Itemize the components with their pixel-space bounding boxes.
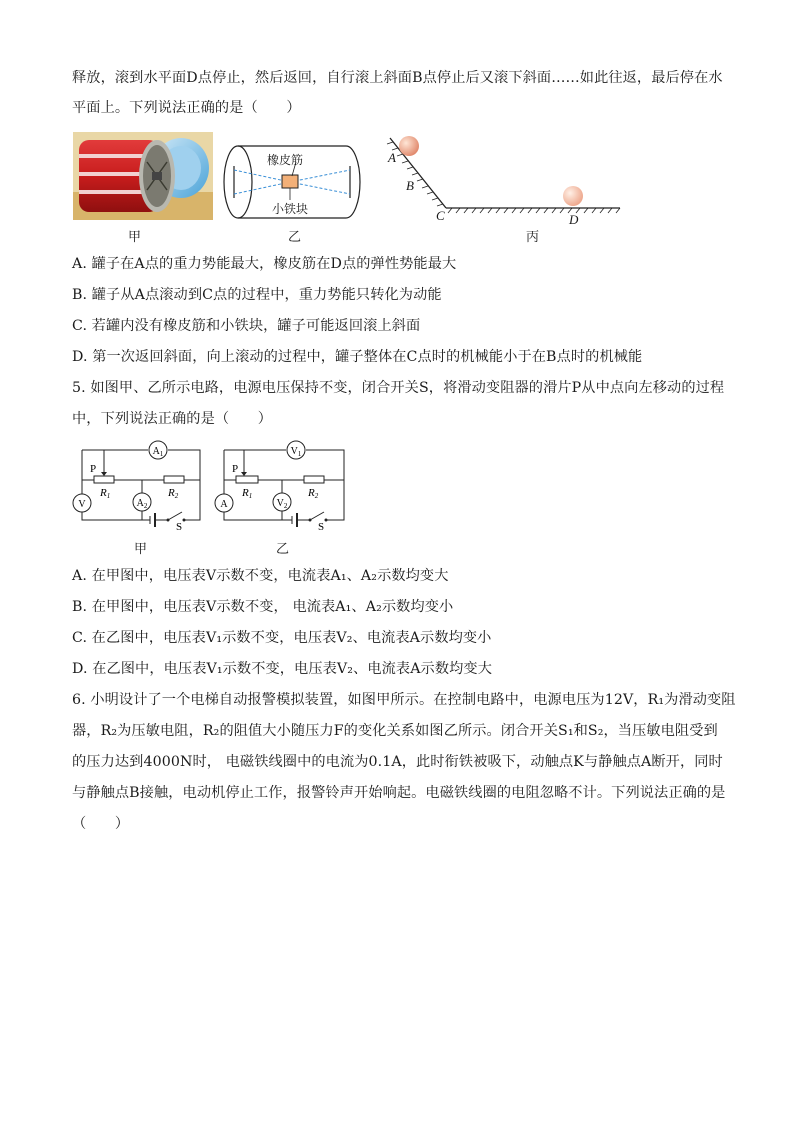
q4-option-c: C. 若罐内没有橡皮筋和小铁块，罐子可能返回滚上斜面 — [72, 318, 421, 334]
point-b-label: B — [406, 178, 414, 193]
q6-stem-line3: 的压力达到4000N时， 电磁铁线圈中的电流为0.1A，此时衔铁被吸下，动触点K与静触点A断开，同时 — [72, 754, 723, 770]
label-iron-block: 小铁块 — [272, 202, 309, 216]
svg-text:S: S — [318, 521, 325, 533]
figure-jia-caption: 甲 — [128, 230, 142, 245]
ball-at-a — [399, 136, 419, 156]
q4-option-b: B. 罐子从A点滚动到C点的过程中，重力势能只转化为动能 — [72, 287, 442, 303]
circuit-jia — [72, 438, 204, 534]
svg-text:A2: $A_2$ — [136, 498, 148, 510]
svg-text:R1: R1 — [242, 487, 253, 500]
q4-option-d: D. 第一次返回斜面，向上滚动的过程中，罐子整体在C点时的机械能小于在B点时的机械能 — [72, 349, 643, 365]
label-rubber-band: 橡皮筋 — [267, 153, 304, 167]
svg-text:R1: R1 — [100, 487, 111, 500]
svg-text:A1: $A_1$ — [152, 446, 164, 458]
q4-intro-line1: 释放，滚到水平面D点停止，然后返回，自行滚上斜面B点停止后又滚下斜面……如此往返，最后停在水 — [72, 70, 723, 86]
svg-text:R2: R2 — [308, 487, 319, 500]
svg-text:P: P — [232, 463, 239, 475]
svg-text:A: A — [220, 499, 228, 510]
q5-stem-line1: 5. 如图甲、乙所示电路，电源电压保持不变，闭合开关S，将滑动变阻器的滑片P从中点向左移动的过程 — [72, 380, 725, 396]
q6-stem-line5: （ ） — [72, 816, 130, 832]
svg-text:R2: R2 — [168, 487, 179, 500]
q5-stem-line2: 中，下列说法正确的是（ ） — [72, 411, 273, 427]
point-d-label: D — [569, 212, 579, 227]
svg-text:S: S — [176, 521, 183, 533]
q4-option-a: A. 罐子在A点的重力势能最大，橡皮筋在D点的弹性势能最大 — [72, 256, 457, 272]
q6-stem-line4: 与静触点B接触，电动机停止工作，报警铃声开始响起。电磁铁线圈的电阻忽略不计。下列说法正确的是 — [72, 785, 726, 801]
figure-bing-caption: 丙 — [526, 230, 540, 245]
q6-stem-line2: 器，R₂为压敏电阻，R₂的阻值大小随压力F的变化关系如图乙所示。闭合开关S₁和S₂，当压敏电阻受到 — [72, 723, 718, 739]
circuit-jia-caption: 甲 — [134, 542, 148, 557]
circuit-yi-caption: 乙 — [276, 542, 290, 557]
figure-yi-caption: 乙 — [288, 230, 302, 245]
circuit-yi — [214, 438, 350, 534]
svg-text:V2: $V_2$ — [276, 498, 288, 510]
q5-option-c: C. 在乙图中，电压表V₁示数不变，电压表V₂、电流表A示数均变小 — [72, 630, 492, 646]
svg-text:V1: $V_1$ — [290, 446, 302, 458]
q4-intro-line2: 平面上。下列说法正确的是（ ） — [72, 100, 301, 116]
q5-option-d: D. 在乙图中，电压表V₁示数不变，电压表V₂、电流表A示数均变大 — [72, 661, 492, 677]
figure-bing-slope — [380, 132, 626, 228]
q5-option-a: A. 在甲图中，电压表V示数不变，电流表A₁、A₂示数均变大 — [72, 568, 449, 584]
svg-text:P: P — [90, 463, 97, 475]
figure-jia-can-photo — [73, 132, 213, 220]
point-c-label: C — [436, 208, 445, 223]
q5-option-b: B. 在甲图中，电压表V示数不变， 电流表A₁、A₂示数均变小 — [72, 599, 454, 615]
point-a-label: A — [388, 150, 396, 165]
q6-stem-line1: 6. 小明设计了一个电梯自动报警模拟装置，如图甲所示。在控制电路中，电源电压为12V，R₁为滑动变阻 — [72, 692, 736, 708]
svg-text:V: V — [78, 499, 86, 510]
ball-at-d — [563, 186, 583, 206]
